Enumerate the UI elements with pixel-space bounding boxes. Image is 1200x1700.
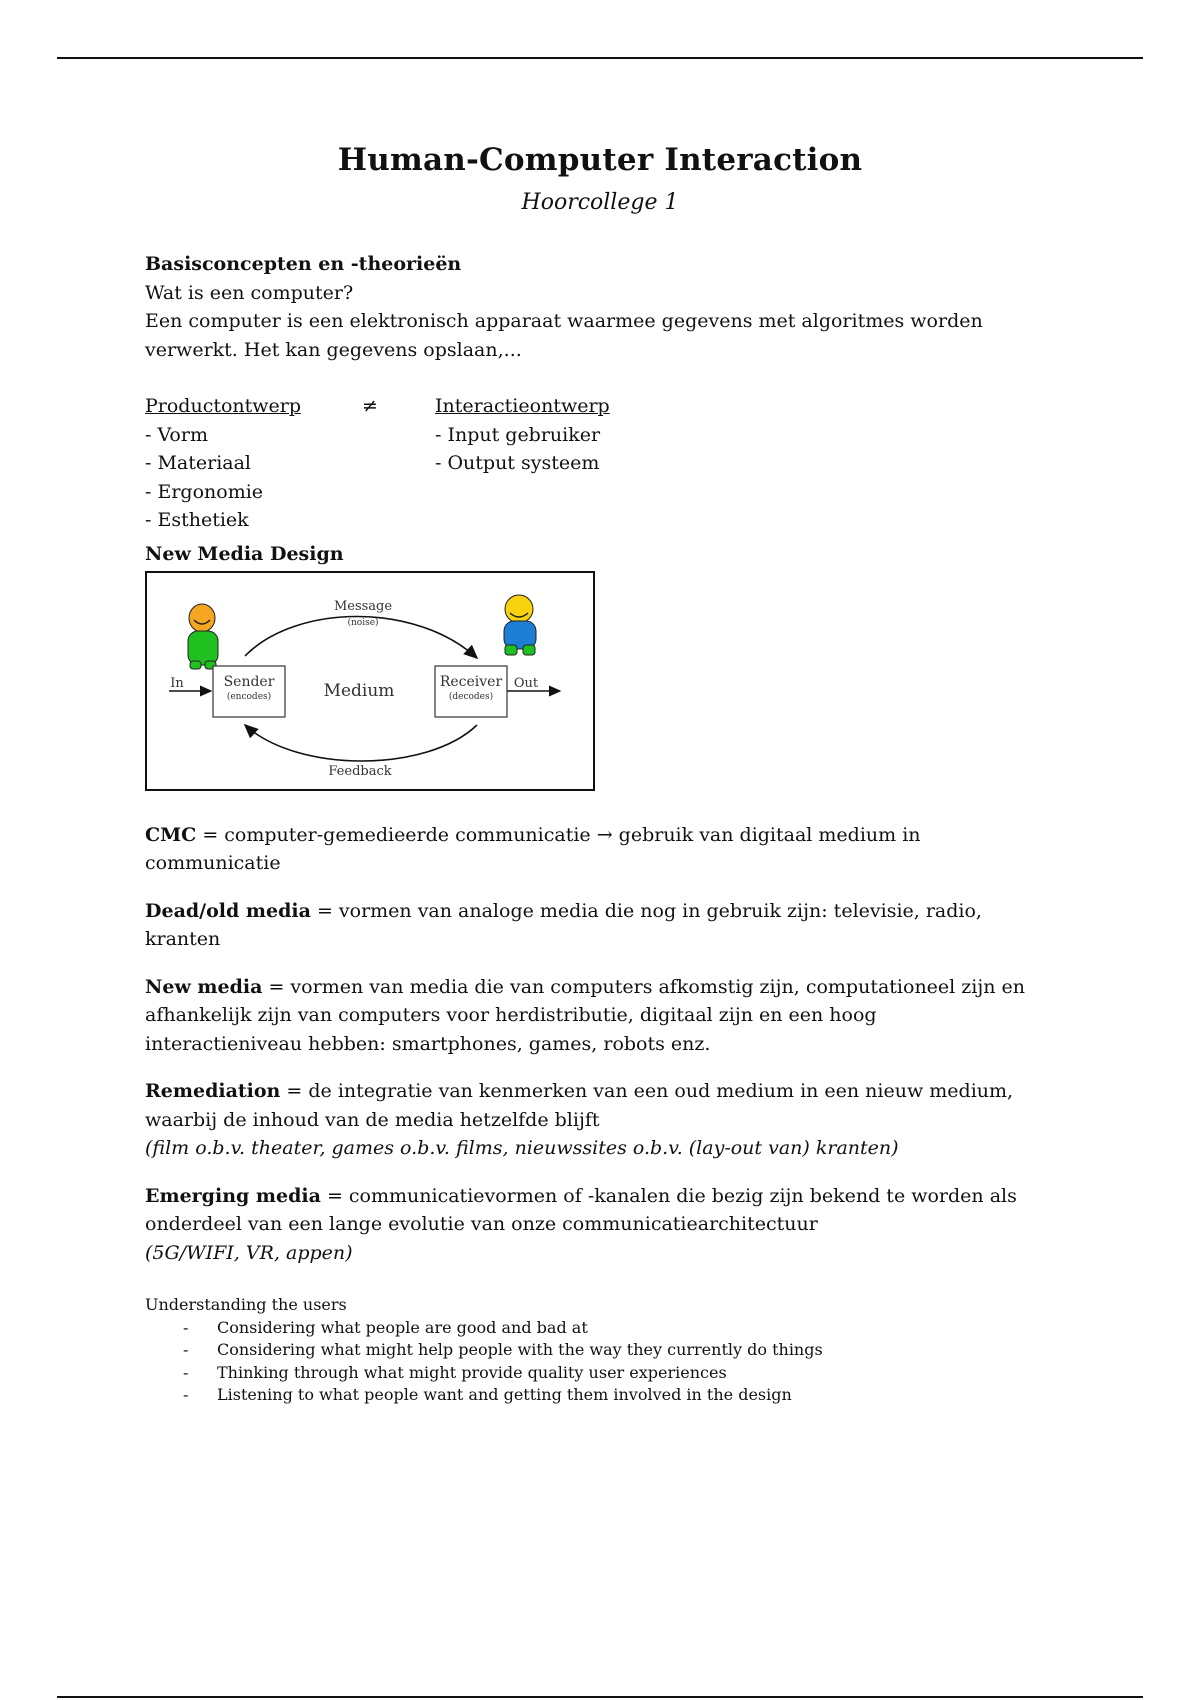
term-name: New media <box>145 975 263 998</box>
product-design-column <box>145 392 301 535</box>
interaction-item: - Input gebruiker <box>435 423 601 446</box>
list-item <box>183 1384 1095 1407</box>
page-title: Human-Computer Interaction <box>337 142 863 178</box>
document-body <box>145 250 1095 1407</box>
sender-sub-label: (encodes) <box>226 691 272 702</box>
term-text: kranten <box>145 928 221 950</box>
receiver-label: Receiver <box>439 673 503 690</box>
section-heading-new-media: New Media Design <box>145 543 344 565</box>
understanding-users-block <box>145 1294 1095 1407</box>
section-heading-basics: Basisconcepten en -theorieën <box>145 253 462 275</box>
list-item-text: Listening to what people want and getting them involved in the design <box>217 1385 792 1404</box>
feedback-label: Feedback <box>328 763 392 779</box>
list-item <box>183 1339 1095 1362</box>
term-name: Remediation <box>145 1080 281 1102</box>
out-label: Out <box>513 675 539 691</box>
list-item-text: Thinking through what might provide quality user experiences <box>217 1362 727 1382</box>
users-list <box>145 1317 1095 1407</box>
term-name: Emerging media <box>145 1184 321 1207</box>
users-heading: Understanding the users <box>145 1295 347 1314</box>
term-text: = vormen van media die van computers afkomstig zijn, computationeel zijn en <box>262 975 1026 998</box>
medium-label: Medium <box>323 680 395 701</box>
interaction-item: - Output systeem <box>435 452 600 474</box>
term-name: CMC <box>145 823 197 846</box>
product-design-heading: Productontwerp <box>145 395 302 417</box>
definition-remediation <box>145 1077 1095 1163</box>
list-item-text: Considering what might help people with the way they currently do things <box>217 1340 823 1359</box>
term-name: Dead/old media <box>145 899 311 922</box>
term-text: communicatie <box>145 852 281 874</box>
list-item <box>183 1317 1095 1340</box>
term-text: interactieniveau hebben: smartphones, games, robots enz. <box>145 1032 711 1055</box>
term-text: afhankelijk zijn van computers voor herdistributie, digitaal zijn en een hoog <box>145 1004 877 1026</box>
answer-line-1: Een computer is een elektronisch apparaat waarmee gegevens met algoritmes worden <box>145 310 983 332</box>
definition-new-media <box>145 973 1095 1059</box>
not-equal-sign: ≠ <box>362 395 378 417</box>
term-example: (film o.b.v. theater, games o.b.v. films, nieuwssites o.b.v. (lay-out van) kranten) <box>145 1137 899 1159</box>
product-item: - Ergonomie <box>145 480 264 503</box>
sender-person-icon <box>188 604 218 669</box>
interaction-design-heading: Interactieontwerp <box>435 395 610 417</box>
receiver-person-icon <box>504 595 536 655</box>
communication-diagram-svg <box>147 573 593 789</box>
interaction-design-column <box>435 392 610 478</box>
term-text: = vormen van analoge media die nog in gebruik zijn: televisie, radio, <box>310 899 982 922</box>
receiver-sub-label: (decodes) <box>448 691 494 702</box>
in-label: In <box>170 675 184 691</box>
definition-dead-media <box>145 897 1095 954</box>
bullet-dash: - <box>183 1362 189 1382</box>
bullet-dash: - <box>183 1385 189 1404</box>
question-text: Wat is een computer? <box>145 281 354 304</box>
answer-line-2: verwerkt. Het kan gegevens opslaan,... <box>145 338 522 361</box>
message-label: Message <box>333 598 393 614</box>
term-text: = communicatievormen of -kanalen die bezig zijn bekend te worden als <box>320 1184 1017 1207</box>
page-subtitle: Hoorcollege 1 <box>521 190 679 215</box>
definition-cmc <box>145 821 1095 878</box>
communication-diagram <box>145 571 595 791</box>
product-item: - Materiaal <box>145 452 252 474</box>
term-example: (5G/WIFI, VR, appen) <box>145 1241 353 1264</box>
product-item: - Vorm <box>145 423 208 446</box>
list-item <box>183 1362 1095 1385</box>
term-text: waarbij de inhoud van de media hetzelfde blijft <box>145 1108 600 1131</box>
top-rule <box>57 57 1143 59</box>
bottom-rule <box>57 1696 1143 1698</box>
definition-emerging-media <box>145 1182 1095 1268</box>
noise-label: (noise) <box>347 617 379 628</box>
list-item-text: Considering what people are good and bad at <box>217 1317 588 1337</box>
term-text: = de integratie van kenmerken van een oud medium in een nieuw medium, <box>280 1080 1014 1102</box>
comparison-block <box>145 392 1095 534</box>
product-item: - Esthetiek <box>145 509 249 531</box>
term-text: = computer-gemedieerde communicatie → gebruik van digitaal medium in <box>196 823 921 846</box>
bullet-dash: - <box>183 1340 189 1359</box>
bullet-dash: - <box>183 1317 189 1337</box>
sender-label: Sender <box>223 673 275 690</box>
term-text: onderdeel van een lange evolutie van onze communicatiearchitectuur <box>145 1213 818 1235</box>
